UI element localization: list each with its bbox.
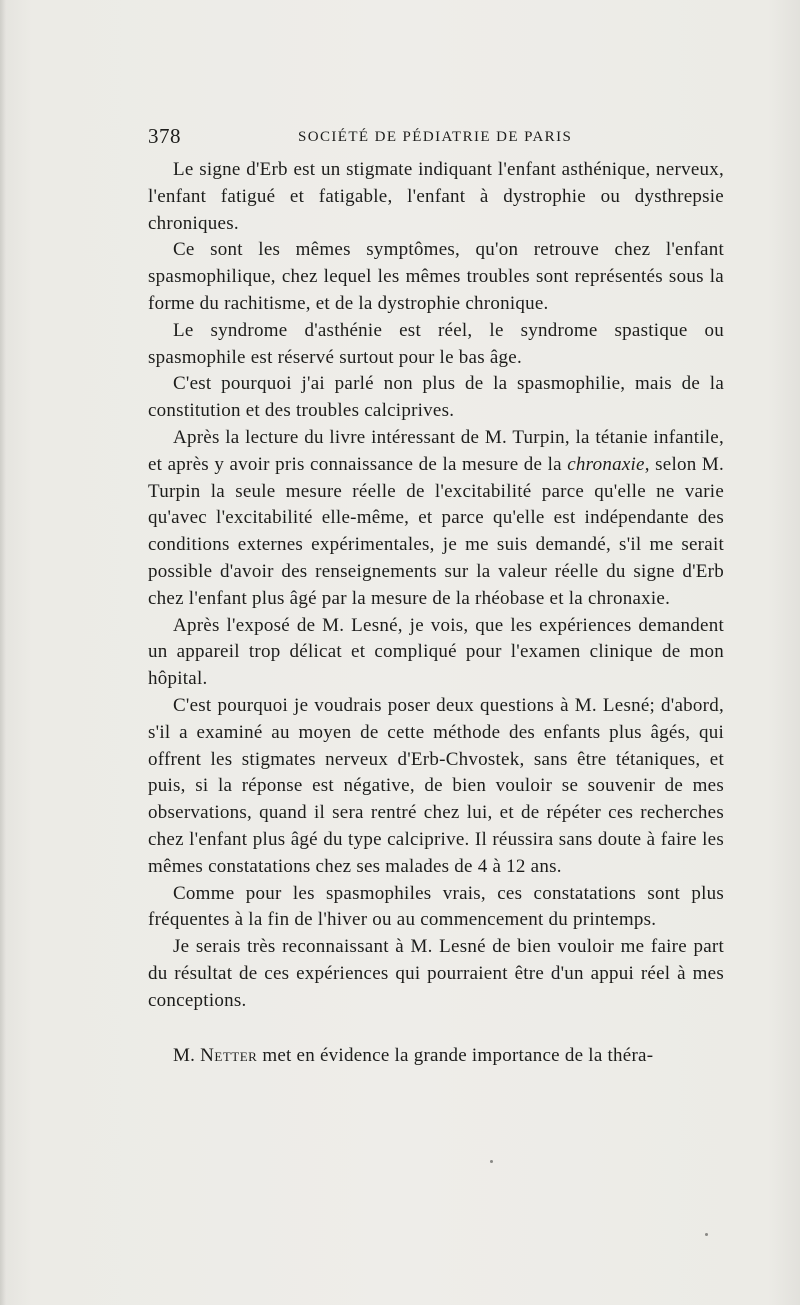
running-head: SOCIÉTÉ DE PÉDIATRIE DE PARIS <box>298 129 573 145</box>
paragraph-5-end: , selon M. Turpin la seule mesure réelle de l'excitabilité parce qu'elle ne varie qu'avec l'excitabilité elle-même, et parce qu'elle est indépendante des conditions externes expérimentales, je me suis demandé, s'il me serait possible d'avoir des renseignements sur la valeur réelle du signe d'Erb chez l'enfant plus âgé par la mesure de la rhéobase et la chronaxie. <box>148 453 725 609</box>
page-header <box>148 124 724 154</box>
paragraph-6: Après l'exposé de M. Lesné, je vois, que les expériences demandent un appareil trop délicat et compliqué pour l'examen clinique de mon hôpital. <box>148 614 724 690</box>
paragraph-2: Ce sont les mêmes symptômes, qu'on retrouve chez l'enfant spasmophilique, chez lequel les mêmes troubles sont représentés sous la forme du rachitisme, et de la dystrophie chronique. <box>148 239 724 314</box>
page-edge-shadow <box>0 0 6 1305</box>
body-text <box>148 157 724 1069</box>
paragraph-5 <box>148 425 724 613</box>
paragraph-8: Comme pour les spasmophiles vrais, ces constatations sont plus fréquentes à la fin de l'hiver ou au commencement du printemps. <box>148 882 724 931</box>
paragraph-10 <box>148 1043 724 1070</box>
paragraph-9: Je serais très reconnaissant à M. Lesné de bien vouloir me faire part du résultat de ces expériences qui pourraient être d'un appui réel à mes conceptions. <box>148 936 724 1011</box>
chronaxie-term: chronaxie <box>567 453 645 475</box>
paragraph-3: Le syndrome d'asthénie est réel, le syndrome spastique ou spasmophile est réservé surtout pour le bas âge. <box>148 319 724 368</box>
paragraph-7: C'est pourquoi je voudrais poser deux questions à M. Lesné; d'abord, s'il a examiné au moyen de cette méthode des enfants plus âgés, qui offrent les stigmates nerveux d'Erb-Chvostek, sans être tétaniques, et puis, si la réponse est négative, de bien vouloir se souvenir de mes observations, quand il sera rentré chez lui, et de répéter ces recherches chez l'enfant plus âgé du type calciprive. Il réussira sans doute à faire les mêmes constatations chez ses malades de 4 à 12 ans. <box>148 694 724 877</box>
print-speck <box>705 1233 708 1236</box>
paragraph-10-prefix: M. <box>173 1044 201 1066</box>
speaker-name: Netter <box>200 1044 258 1066</box>
paragraph-1: Le signe d'Erb est un stigmate indiquant l'enfant asthénique, nerveux, l'enfant fatigué et fatigable, l'enfant à dystrophie ou dysthrepsie chroniques. <box>148 159 724 234</box>
paragraph-10-rest: met en évidence la grande importance de la théra- <box>257 1044 654 1066</box>
paragraph-5-start: Après la lecture du livre intéressant de M. Turpin, la tétanie infantile, et après y avoir pris connaissance de la mesure de la <box>148 426 724 475</box>
page-number: 378 <box>148 124 181 148</box>
print-speck <box>490 1160 493 1163</box>
paragraph-4: C'est pourquoi j'ai parlé non plus de la spasmophilie, mais de la constitution et des troubles calciprives. <box>148 373 724 422</box>
